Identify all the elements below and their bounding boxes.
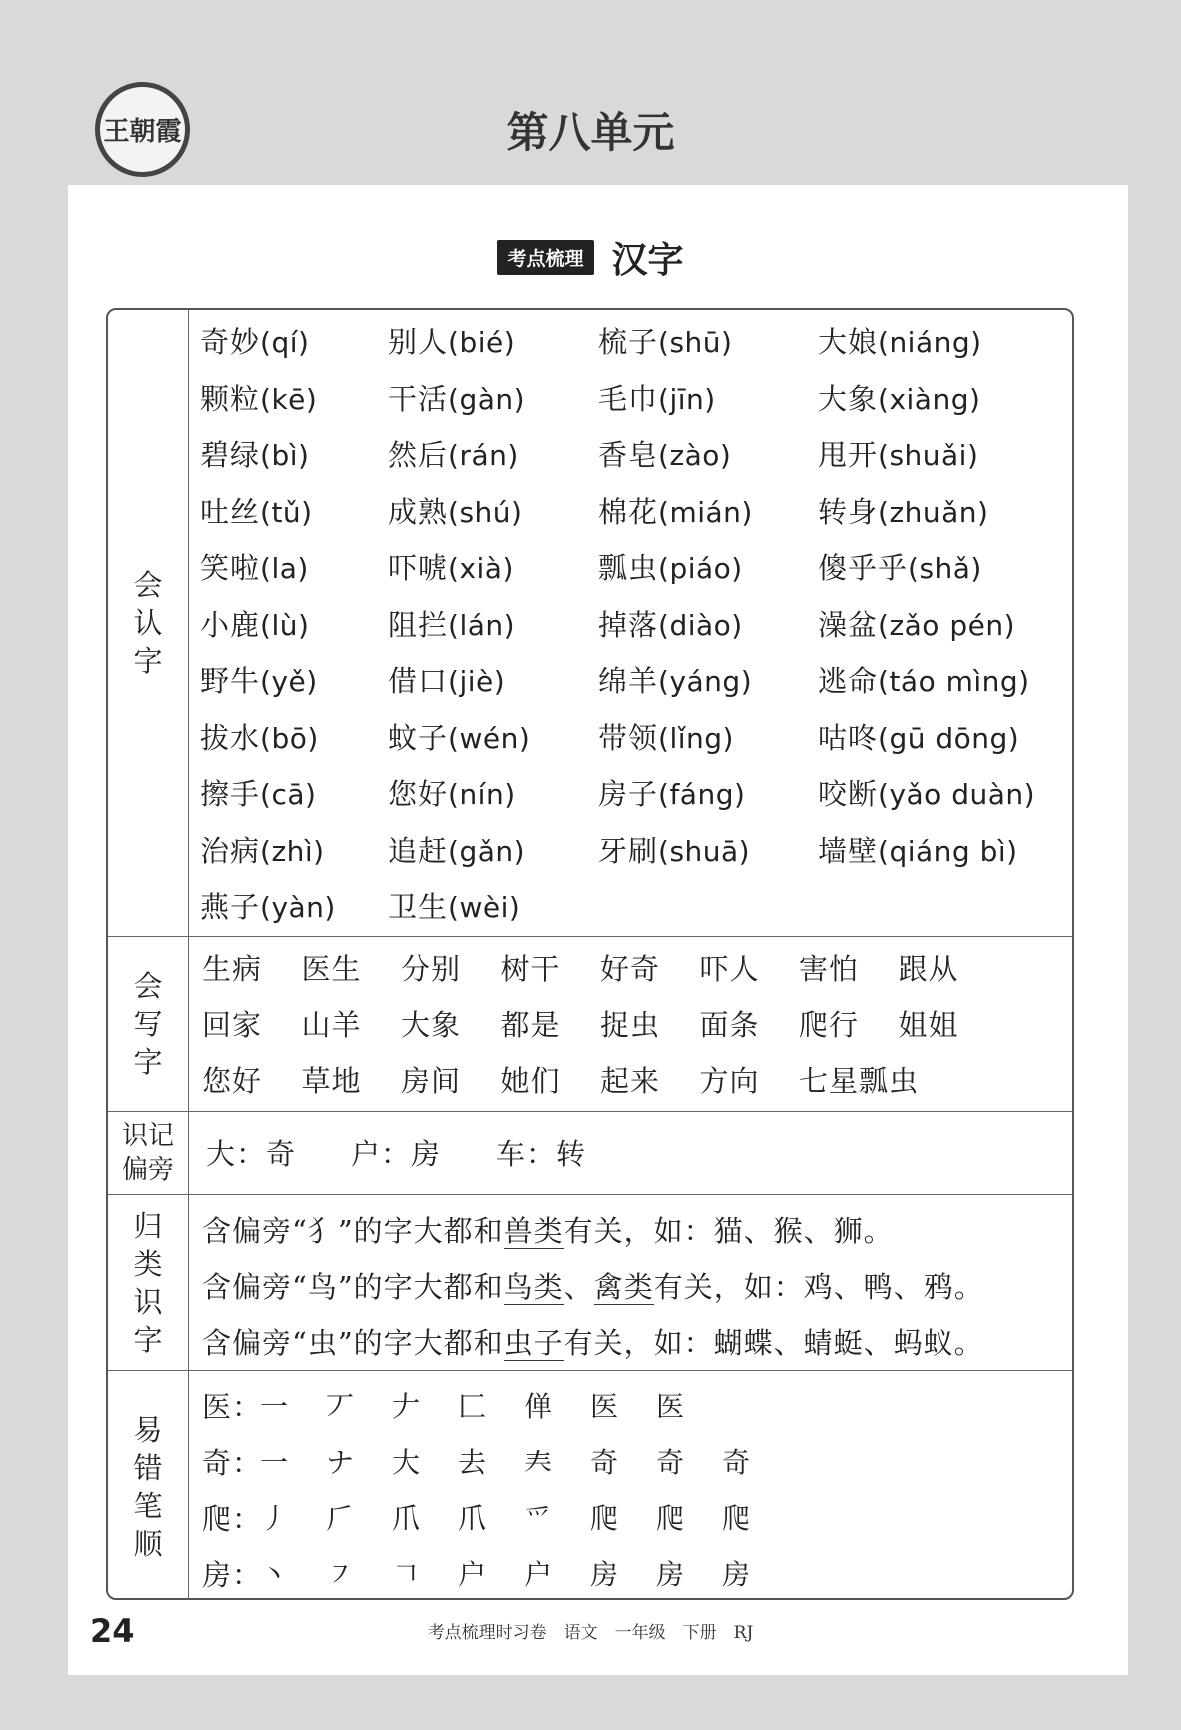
vocab-word: 拔水 — [200, 720, 261, 755]
classify-text: 有关，如：鸡、鸭、鸦。 — [653, 1270, 984, 1304]
vocab-word: 借口 — [388, 664, 449, 698]
logo-text: 王朝霞 — [103, 117, 182, 147]
stroke-step: 房 — [656, 1558, 686, 1591]
stroke-step: 爬 — [656, 1502, 686, 1535]
radical-example: 奇 — [266, 1137, 297, 1171]
vocab-item — [200, 320, 309, 361]
radicals-row — [108, 1112, 1072, 1195]
label-char: 偏旁 — [121, 1155, 174, 1185]
label-char: 类 — [133, 1246, 163, 1281]
vocab-pinyin: (cā) — [260, 778, 317, 811]
vocab-pinyin: (gū dōng) — [878, 721, 1020, 755]
vocab-word: 澡盆 — [818, 607, 879, 642]
vocab-item — [818, 377, 980, 418]
label-char: 认 — [133, 606, 163, 640]
stroke-step: 𡗗 — [524, 1446, 554, 1479]
vocab-pinyin: (táo mìng) — [878, 665, 1030, 698]
vocab-pinyin: (jīn) — [658, 382, 716, 416]
classify-text: 含偏旁“犭”的字大都和 — [202, 1214, 504, 1248]
vocab-word: 牙刷 — [598, 833, 659, 868]
vocab-pinyin: (bō) — [260, 721, 319, 755]
label-char: 易 — [133, 1412, 163, 1447]
vocab-item — [818, 772, 1035, 813]
vocab-pinyin: (zhuǎn) — [878, 495, 989, 529]
label-char: 识 — [133, 1284, 163, 1319]
vocab-item — [598, 377, 716, 418]
stroke-step: ㇇ — [326, 1558, 356, 1591]
stroke-step: 户 — [458, 1558, 488, 1591]
stroke-step: 医 — [656, 1390, 686, 1423]
strokes-label — [108, 1371, 189, 1600]
write-word: 害怕 — [799, 952, 860, 986]
vocab-pinyin: (shuā) — [658, 834, 751, 868]
stroke-step: 𠂆 — [326, 1502, 356, 1535]
radical: 大 — [206, 1137, 237, 1171]
vocab-pinyin: (gǎn) — [448, 834, 526, 868]
vocab-item — [200, 603, 309, 644]
vocab-pinyin: (piáo) — [658, 552, 743, 585]
write-word: 好奇 — [600, 952, 661, 986]
stroke-step: 奇 — [722, 1446, 752, 1479]
vocab-item — [818, 829, 1018, 870]
characters-table — [106, 308, 1074, 1600]
classify-answer: 鸟类 — [503, 1270, 564, 1304]
classify-text: 有关，如：蝴蝶、蜻蜓、蚂蚁。 — [563, 1326, 984, 1360]
vocab-word: 成熟 — [388, 494, 449, 529]
label-char: 字 — [133, 1322, 163, 1357]
stroke-char: 医： — [202, 1390, 263, 1424]
vocab-item — [388, 772, 516, 813]
label-char: 错 — [133, 1450, 163, 1485]
vocab-pinyin: (lǐng) — [658, 721, 734, 755]
write-word: 回家 — [202, 1008, 263, 1042]
vocab-item — [598, 829, 750, 870]
stroke-step: 爪 — [458, 1502, 488, 1535]
stroke-step: 去 — [458, 1446, 488, 1479]
stroke-step: 房 — [590, 1558, 620, 1591]
vocab-item — [598, 433, 731, 474]
vocab-word: 毛巾 — [598, 381, 659, 416]
vocab-pinyin: (qiáng bì) — [878, 834, 1018, 868]
vocab-item — [598, 772, 745, 813]
vocab-pinyin: (xià) — [448, 552, 514, 585]
vocab-item — [388, 546, 514, 587]
write-word: 您好 — [202, 1064, 263, 1098]
vocab-pinyin: (fáng) — [658, 778, 746, 811]
vocab-pinyin: (yàn) — [260, 891, 336, 924]
vocab-word: 治病 — [200, 833, 261, 868]
vocab-word: 吐丝 — [200, 494, 261, 529]
recognize-label — [108, 310, 189, 936]
vocab-item — [388, 716, 530, 757]
label-char: 识记 — [121, 1121, 174, 1151]
vocab-pinyin: (qí) — [260, 326, 310, 359]
vocab-word: 带领 — [598, 720, 659, 755]
vocab-word: 擦手 — [200, 777, 261, 811]
vocab-word: 大娘 — [818, 325, 879, 359]
vocab-item — [200, 377, 317, 418]
stroke-step: 医 — [590, 1390, 620, 1423]
write-word: 她们 — [500, 1064, 561, 1098]
stroke-step: 丆 — [326, 1390, 356, 1423]
vocab-item — [200, 716, 319, 757]
vocab-word: 墙壁 — [818, 833, 879, 868]
stroke-step: 奇 — [590, 1446, 620, 1479]
vocab-item — [388, 885, 520, 926]
vocab-word: 追赶 — [388, 833, 449, 868]
vocab-word: 阻拦 — [388, 607, 449, 642]
stroke-step: 丶 — [260, 1558, 290, 1591]
vocab-word: 绵羊 — [598, 664, 659, 698]
vocab-item — [598, 603, 743, 644]
classify-text: 含偏旁“鸟”的字大都和 — [202, 1270, 504, 1304]
vocab-pinyin: (yǎo duàn) — [878, 778, 1036, 811]
unit-title: 第八单元 — [506, 108, 675, 157]
vocab-word: 小鹿 — [200, 607, 261, 642]
vocab-item — [388, 829, 525, 870]
write-word: 爬行 — [799, 1008, 860, 1042]
label-char: 写 — [133, 1007, 163, 1041]
vocab-pinyin: (nín) — [448, 778, 516, 811]
classify-answer: 禽类 — [593, 1270, 654, 1304]
page-number: 24 — [90, 1612, 135, 1650]
vocab-item — [598, 320, 732, 361]
vocab-word: 咕咚 — [818, 720, 879, 755]
vocab-item — [200, 772, 316, 813]
vocab-word: 野牛 — [200, 664, 261, 698]
write-word: 吓人 — [699, 952, 760, 986]
vocab-word: 房子 — [598, 777, 659, 811]
write-word: 面条 — [699, 1008, 760, 1042]
stroke-step: 奇 — [656, 1446, 686, 1479]
vocab-word: 香皂 — [598, 438, 659, 472]
vocab-word: 傻乎乎 — [818, 551, 909, 585]
recognize-content — [188, 310, 1072, 936]
write-word: 姐姐 — [898, 1008, 959, 1042]
vocab-word: 棉花 — [598, 494, 659, 529]
stroke-step: 匚 — [458, 1390, 488, 1423]
vocab-pinyin: (shuǎi) — [878, 439, 979, 472]
stroke-char: 奇： — [202, 1446, 263, 1480]
vocab-pinyin: (zǎo pén) — [878, 608, 1015, 642]
vocab-item — [388, 603, 515, 644]
vocab-item — [818, 659, 1030, 700]
stroke-step: 𠃍 — [392, 1558, 422, 1591]
vocab-word: 您好 — [388, 777, 449, 811]
vocab-pinyin: (xiàng) — [878, 382, 981, 416]
vocab-pinyin: (tǔ) — [260, 495, 313, 529]
radical: 车 — [496, 1137, 527, 1171]
vocab-pinyin: (wèi) — [448, 891, 521, 924]
stroke-step: 丿 — [260, 1502, 290, 1535]
vocab-word: 然后 — [388, 438, 449, 472]
write-word: 山羊 — [301, 1008, 362, 1042]
radicals-label — [108, 1112, 189, 1194]
vocab-pinyin: (lù) — [260, 608, 310, 642]
radical-item — [496, 1132, 586, 1173]
write-word: 跟从 — [898, 952, 959, 986]
vocab-word: 燕子 — [200, 890, 261, 924]
stroke-step: 一 — [260, 1390, 290, 1423]
stroke-step: ナ — [326, 1446, 356, 1479]
write-word: 捉虫 — [600, 1008, 661, 1042]
vocab-word: 奇妙 — [200, 325, 261, 359]
vocab-word: 咬断 — [818, 777, 879, 811]
classify-row — [108, 1195, 1072, 1371]
stroke-step: 房 — [722, 1558, 752, 1591]
classify-text: 含偏旁“虫”的字大都和 — [202, 1326, 504, 1360]
vocab-item — [200, 885, 336, 926]
stroke-step: 一 — [260, 1446, 290, 1479]
label-char: 字 — [133, 644, 163, 678]
footer-book-info: 考点梳理时习卷 语文 一年级 下册 RJ — [427, 1623, 754, 1643]
vocab-pinyin: (lán) — [448, 608, 516, 642]
radical-example: 转 — [556, 1137, 587, 1171]
stroke-char: 爬： — [202, 1502, 263, 1536]
section-title: 汉字 — [611, 240, 684, 281]
vocab-item — [200, 829, 325, 870]
write-word: 都是 — [500, 1008, 561, 1042]
stroke-step: 户 — [524, 1558, 554, 1591]
vocab-item — [200, 490, 313, 531]
vocab-word: 蚊子 — [388, 720, 449, 755]
vocab-item — [818, 716, 1019, 757]
vocab-item — [200, 546, 309, 587]
classify-answer: 兽类 — [503, 1214, 564, 1248]
write-word: 草地 — [301, 1064, 362, 1098]
vocab-item — [818, 433, 978, 474]
label-char: 笔 — [133, 1488, 163, 1523]
strokes-content — [188, 1371, 1072, 1600]
write-content — [188, 937, 1072, 1111]
stroke-step: 爬 — [722, 1502, 752, 1535]
vocab-pinyin: (jiè) — [448, 665, 506, 698]
vocab-item — [388, 433, 519, 474]
vocab-item — [818, 490, 988, 531]
vocab-item — [598, 546, 743, 587]
vocab-pinyin: (diào) — [658, 608, 743, 642]
section-header — [0, 232, 1181, 283]
vocab-item — [388, 490, 522, 531]
vocab-word: 甩开 — [818, 438, 879, 472]
stroke-step: 爬 — [590, 1502, 620, 1535]
vocab-word: 掉落 — [598, 607, 659, 642]
write-word: 七星瓢虫 — [799, 1064, 920, 1098]
label-char: 归 — [133, 1208, 163, 1243]
vocab-word: 卫生 — [388, 890, 449, 924]
vocab-pinyin: (yě) — [260, 665, 318, 698]
vocab-word: 干活 — [388, 381, 449, 416]
strokes-row — [108, 1371, 1072, 1600]
vocab-word: 别人 — [388, 325, 449, 359]
classify-text: 有关，如：猫、猴、狮。 — [563, 1214, 894, 1248]
stroke-step: 爫 — [524, 1502, 554, 1535]
vocab-pinyin: (bié) — [448, 326, 516, 359]
stroke-step: 爪 — [392, 1502, 422, 1535]
vocab-word: 瓢虫 — [598, 551, 659, 585]
vocab-item — [818, 546, 982, 587]
label-char: 顺 — [133, 1526, 163, 1561]
classify-content — [188, 1195, 1072, 1370]
vocab-word: 大象 — [818, 381, 879, 416]
radical-colon: ： — [236, 1137, 267, 1171]
write-word: 医生 — [301, 952, 362, 986]
classify-line — [202, 1265, 984, 1306]
write-label — [108, 937, 189, 1111]
vocab-pinyin: (zhì) — [260, 834, 325, 868]
vocab-item — [200, 659, 318, 700]
radical-item — [351, 1132, 441, 1173]
radicals-content — [188, 1112, 1072, 1194]
vocab-pinyin: (rán) — [448, 439, 519, 472]
label-char: 字 — [133, 1045, 163, 1079]
classify-answer: 虫子 — [503, 1326, 564, 1360]
vocab-pinyin: (shū) — [658, 326, 733, 359]
write-word: 起来 — [600, 1064, 661, 1098]
vocab-pinyin: (mián) — [658, 495, 753, 529]
vocab-word: 转身 — [818, 494, 879, 529]
radical-colon: ： — [381, 1137, 412, 1171]
radical: 户 — [351, 1137, 382, 1171]
vocab-word: 笑啦 — [200, 551, 261, 585]
write-word: 分别 — [401, 952, 462, 986]
vocab-item — [388, 659, 505, 700]
vocab-word: 梳子 — [598, 325, 659, 359]
vocab-item — [388, 320, 515, 361]
vocab-pinyin: (bì) — [260, 439, 310, 472]
write-word: 方向 — [699, 1064, 760, 1098]
vocab-pinyin: (gàn) — [448, 382, 526, 416]
vocab-pinyin: (la) — [260, 552, 309, 585]
vocab-item — [598, 716, 734, 757]
write-word: 生病 — [202, 952, 263, 986]
classify-line — [202, 1209, 894, 1250]
recognize-row — [108, 310, 1072, 937]
radical-example: 房 — [411, 1137, 442, 1171]
vocab-item — [388, 377, 525, 418]
write-word: 房间 — [401, 1064, 462, 1098]
write-word: 大象 — [401, 1008, 462, 1042]
vocab-pinyin: (zào) — [658, 439, 732, 472]
vocab-pinyin: (niáng) — [878, 326, 982, 359]
write-word: 树干 — [500, 952, 561, 986]
vocab-pinyin: (yáng) — [658, 665, 753, 698]
stroke-step: 𠂇 — [392, 1390, 422, 1423]
vocab-word: 吓唬 — [388, 551, 449, 585]
section-tag: 考点梳理 — [497, 240, 593, 275]
classify-label — [108, 1195, 189, 1370]
vocab-item — [818, 320, 982, 361]
vocab-word: 逃命 — [818, 664, 879, 698]
vocab-item — [598, 490, 753, 531]
classify-sep: 、 — [563, 1270, 594, 1304]
classify-line — [202, 1321, 984, 1362]
vocab-word: 颗粒 — [200, 381, 261, 416]
vocab-item — [200, 433, 309, 474]
vocab-word: 碧绿 — [200, 438, 261, 472]
stroke-char: 房： — [202, 1558, 263, 1592]
vocab-pinyin: (shú) — [448, 495, 523, 529]
radical-colon: ： — [526, 1137, 557, 1171]
stroke-step: 大 — [392, 1446, 422, 1479]
vocab-item — [598, 659, 752, 700]
radical-item — [206, 1132, 296, 1173]
stroke-step: 𫢸 — [524, 1390, 554, 1423]
label-char: 会 — [133, 568, 163, 602]
vocab-pinyin: (shǎ) — [908, 552, 982, 585]
vocab-pinyin: (wén) — [448, 721, 531, 755]
vocab-pinyin: (kē) — [260, 382, 318, 416]
vocab-item — [818, 603, 1015, 644]
label-char: 会 — [133, 969, 163, 1003]
write-row — [108, 937, 1072, 1112]
